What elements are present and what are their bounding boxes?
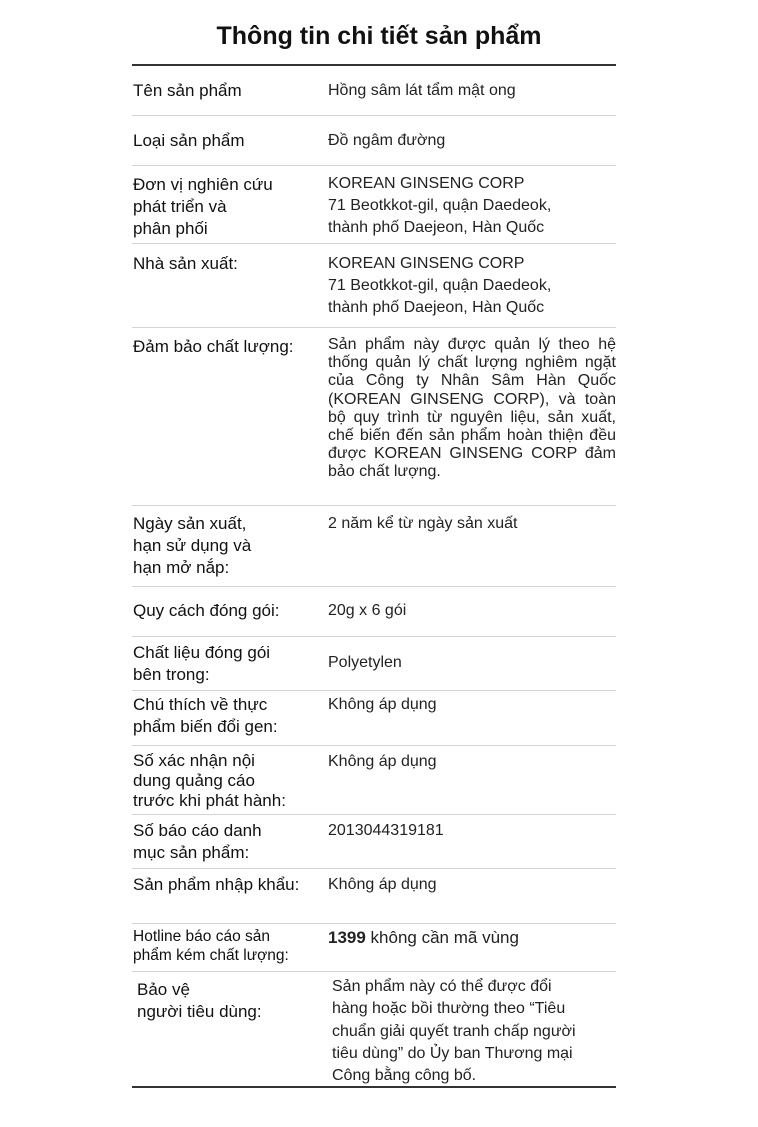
row-label: Đơn vị nghiên cứu phát triển và phân phối bbox=[133, 175, 273, 238]
table-row bbox=[132, 587, 616, 637]
row-label: Số xác nhận nội dung quảng cáo trước khi phát hành: bbox=[133, 751, 286, 810]
table-row bbox=[132, 972, 616, 1088]
row-value: Sản phẩm này có thể được đổi hàng hoặc bồi thường theo “Tiêu chuẩn giải quyết tranh chấp người tiêu dùng” do Ủy ban Thương mại Công bằng công bố. bbox=[332, 978, 576, 1085]
hotline-note: không cần mã vùng bbox=[365, 928, 519, 947]
row-label: Nhà sản xuất: bbox=[133, 254, 238, 273]
hotline-number: 1399 bbox=[328, 928, 366, 947]
table-row bbox=[132, 815, 616, 869]
row-value: Polyetylen bbox=[328, 654, 402, 671]
table-row bbox=[132, 746, 616, 815]
row-label: Ngày sản xuất, hạn sử dụng và hạn mở nắp: bbox=[133, 514, 252, 577]
row-value: 20g x 6 gói bbox=[328, 602, 407, 619]
page-title: Thông tin chi tiết sản phẩm bbox=[216, 22, 542, 50]
table-row bbox=[132, 116, 616, 166]
row-label: Hotline báo cáo sản phẩm kém chất lượng: bbox=[133, 928, 289, 964]
row-label: Quy cách đóng gói: bbox=[133, 601, 280, 620]
table-row bbox=[132, 66, 616, 116]
row-value: Không áp dụng bbox=[328, 696, 437, 713]
row-label: Đảm bảo chất lượng: bbox=[133, 337, 294, 356]
table-row bbox=[132, 244, 616, 328]
row-value: Không áp dụng bbox=[328, 876, 437, 893]
row-value: KOREAN GINSENG CORP 71 Beotkkot-gil, quận Daedeok, thành phố Daejeon, Hàn Quốc bbox=[328, 255, 552, 316]
row-label: Bảo vệ người tiêu dùng: bbox=[137, 980, 262, 1021]
row-value: Sản phẩm này được quản lý theo hệ thống quản lý chất lượng nghiêm ngặt của Công ty Nhân Sâm Hàn Quốc (KOREAN GINSENG CORP), và toàn bộ quy trình từ nguyên liệu, sản xuất, chế biến đến sản phẩm hoàn thiện đều được KOREAN GINSENG CORP đảm bảo chất lượng. bbox=[328, 336, 616, 481]
row-label: Tên sản phẩm bbox=[133, 81, 242, 100]
row-value bbox=[328, 927, 616, 949]
row-value: 2 năm kể từ ngày sản xuất bbox=[328, 515, 518, 532]
table-row bbox=[132, 328, 616, 506]
row-label: Chất liệu đóng gói bên trong: bbox=[133, 643, 271, 684]
row-value: Không áp dụng bbox=[328, 753, 437, 770]
row-label: Sản phẩm nhập khẩu: bbox=[133, 875, 300, 894]
table-row bbox=[132, 924, 616, 972]
table-row bbox=[132, 637, 616, 691]
row-label: Chú thích về thực phẩm biến đổi gen: bbox=[133, 695, 278, 736]
table-row bbox=[132, 166, 616, 244]
table-row bbox=[132, 869, 616, 924]
row-value: KOREAN GINSENG CORP 71 Beotkkot-gil, quận Daedeok, thành phố Daejeon, Hàn Quốc bbox=[328, 175, 552, 236]
table-row bbox=[132, 506, 616, 587]
row-value: Đồ ngâm đường bbox=[328, 132, 446, 149]
table-row bbox=[132, 691, 616, 746]
row-value: Hồng sâm lát tẩm mật ong bbox=[328, 82, 516, 99]
row-label: Loại sản phẩm bbox=[133, 131, 245, 150]
row-value: 2013044319181 bbox=[328, 822, 444, 839]
row-label: Số báo cáo danh mục sản phẩm: bbox=[133, 821, 262, 862]
